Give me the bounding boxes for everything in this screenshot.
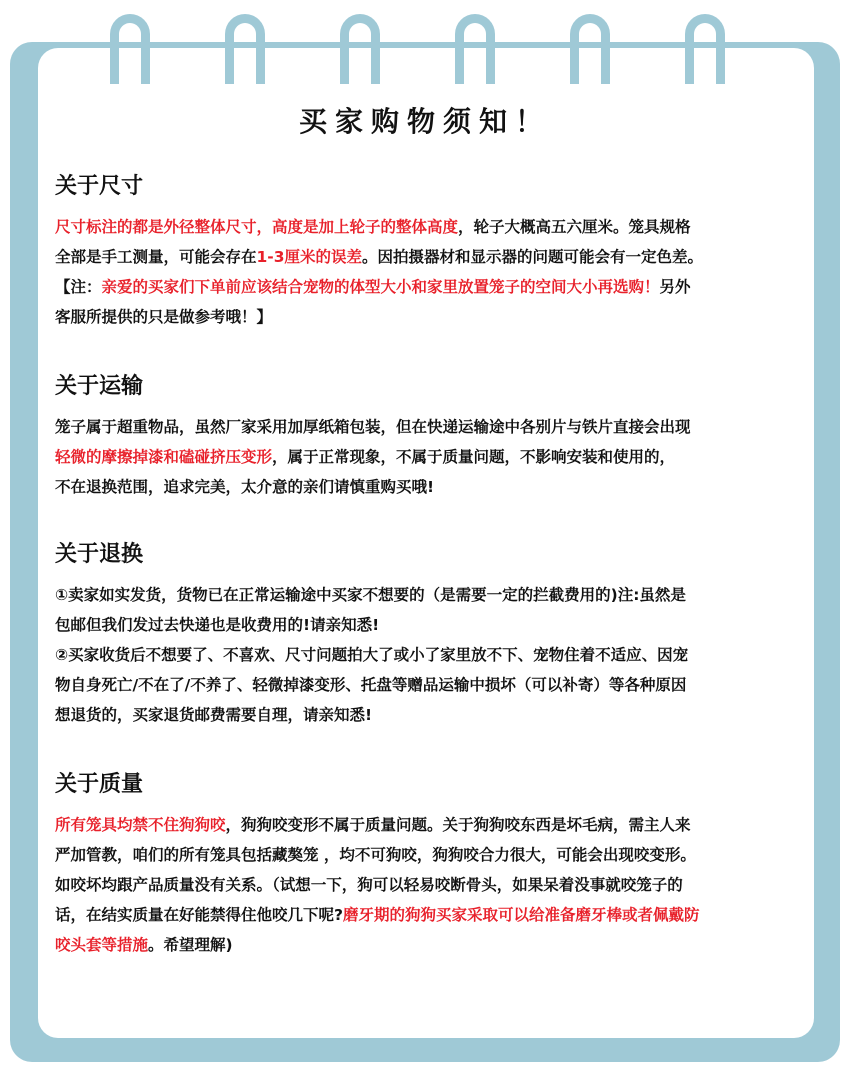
body-text: 客服所提供的只是做参考哦！】 bbox=[55, 308, 273, 326]
body-text: 。希望理解) bbox=[148, 936, 233, 954]
text-line bbox=[55, 870, 800, 900]
text-line bbox=[55, 810, 800, 840]
text-line bbox=[55, 302, 800, 332]
text-line bbox=[55, 930, 800, 960]
section-shipping bbox=[55, 372, 800, 502]
section-body bbox=[55, 810, 800, 960]
body-text: ①卖家如实发货，货物已在正常运输途中买家不想要的（是需要一定的拦截费用的)注:虽然是 bbox=[55, 586, 686, 604]
body-text: 不在退换范围，追求完美，太介意的亲们请慎重购买哦! bbox=[55, 478, 435, 496]
section-size bbox=[55, 172, 800, 332]
body-text: 全部是手工测量，可能会存在 bbox=[55, 248, 257, 266]
body-text: ，狗狗咬变形不属于质量问题。关于狗狗咬东西是坏毛病，需主人来 bbox=[225, 816, 691, 834]
body-text: 。因拍摄器材和显示器的问题可能会有一定色差。 bbox=[362, 248, 704, 266]
body-text: 话，在结实质量在好能禁得住他咬几下呢? bbox=[55, 906, 343, 924]
text-line bbox=[55, 442, 800, 472]
body-text: 另外 bbox=[659, 278, 691, 296]
section-heading: 关于运输 bbox=[55, 374, 144, 399]
body-text: ，属于正常现象，不属于质量问题，不影响安装和使用的， bbox=[272, 448, 676, 466]
highlighted-text: 所有笼具均禁不住狗狗咬 bbox=[55, 816, 226, 834]
binder-ring bbox=[225, 14, 265, 84]
section-body bbox=[55, 212, 800, 332]
binder-ring bbox=[110, 14, 150, 84]
binder-ring bbox=[455, 14, 495, 84]
binder-ring bbox=[570, 14, 610, 84]
body-text: ，轮子大概高五六厘米。笼具规格 bbox=[458, 218, 691, 236]
section-heading: 关于尺寸 bbox=[55, 174, 144, 199]
section-body bbox=[55, 580, 800, 730]
body-text: 如咬坏均跟产品质量没有关系。（试想一下，狗可以轻易咬断骨头，如果呆着没事就咬笼子的 bbox=[55, 876, 683, 894]
body-text: ②买家收货后不想要了、不喜欢、尺寸问题拍大了或小了家里放不下、宠物住着不适应、因宠 bbox=[55, 646, 689, 664]
section-heading: 关于退换 bbox=[55, 542, 144, 567]
text-line bbox=[55, 900, 800, 930]
body-text: 【注： bbox=[55, 278, 102, 296]
body-text: 包邮但我们发过去快递也是收费用的!请亲知悉! bbox=[55, 616, 380, 634]
body-text: 严加管教，咱们的所有笼具包括藏獒笼 ，均不可狗咬，狗狗咬合力很大，可能会出现咬变形。 bbox=[55, 846, 696, 864]
section-quality bbox=[55, 770, 800, 960]
text-line bbox=[55, 242, 800, 272]
highlighted-text: 1-3厘米的误差 bbox=[256, 248, 363, 266]
text-line bbox=[55, 212, 800, 242]
body-text: 想退货的，买家退货邮费需要自理，请亲知悉! bbox=[55, 706, 373, 724]
section-heading: 关于质量 bbox=[55, 772, 144, 797]
section-body bbox=[55, 412, 800, 502]
highlighted-text: 磨牙期的狗狗买家采取可以给准备磨牙棒或者佩戴防 bbox=[343, 906, 700, 924]
page-title: 买家购物须知！ bbox=[298, 105, 551, 138]
text-line bbox=[55, 412, 800, 442]
text-line bbox=[55, 610, 800, 640]
text-line bbox=[55, 472, 800, 502]
section-returns bbox=[55, 540, 800, 730]
text-line bbox=[55, 700, 800, 730]
text-line bbox=[55, 670, 800, 700]
binder-ring bbox=[685, 14, 725, 84]
text-line bbox=[55, 272, 800, 302]
body-text: 物自身死亡/不在了/不养了、轻微掉漆变形、托盘等赠品运输中损坏（可以补寄）等各种原因 bbox=[55, 676, 687, 694]
binder-ring bbox=[340, 14, 380, 84]
body-text: 笼子属于超重物品，虽然厂家采用加厚纸箱包装，但在快递运输途中各别片与铁片直接会出现 bbox=[55, 418, 691, 436]
highlighted-text: 咬头套等措施 bbox=[55, 936, 149, 954]
highlighted-text: 亲爱的买家们下单前应该结合宠物的体型大小和家里放置笼子的空间大小再选购！ bbox=[101, 278, 660, 296]
highlighted-text: 尺寸标注的都是外径整体尺寸，高度是加上轮子的整体高度 bbox=[55, 218, 459, 236]
highlighted-text: 轻微的摩擦掉漆和磕碰挤压变形 bbox=[55, 448, 273, 466]
text-line bbox=[55, 580, 800, 610]
text-line bbox=[55, 640, 800, 670]
text-line bbox=[55, 840, 800, 870]
